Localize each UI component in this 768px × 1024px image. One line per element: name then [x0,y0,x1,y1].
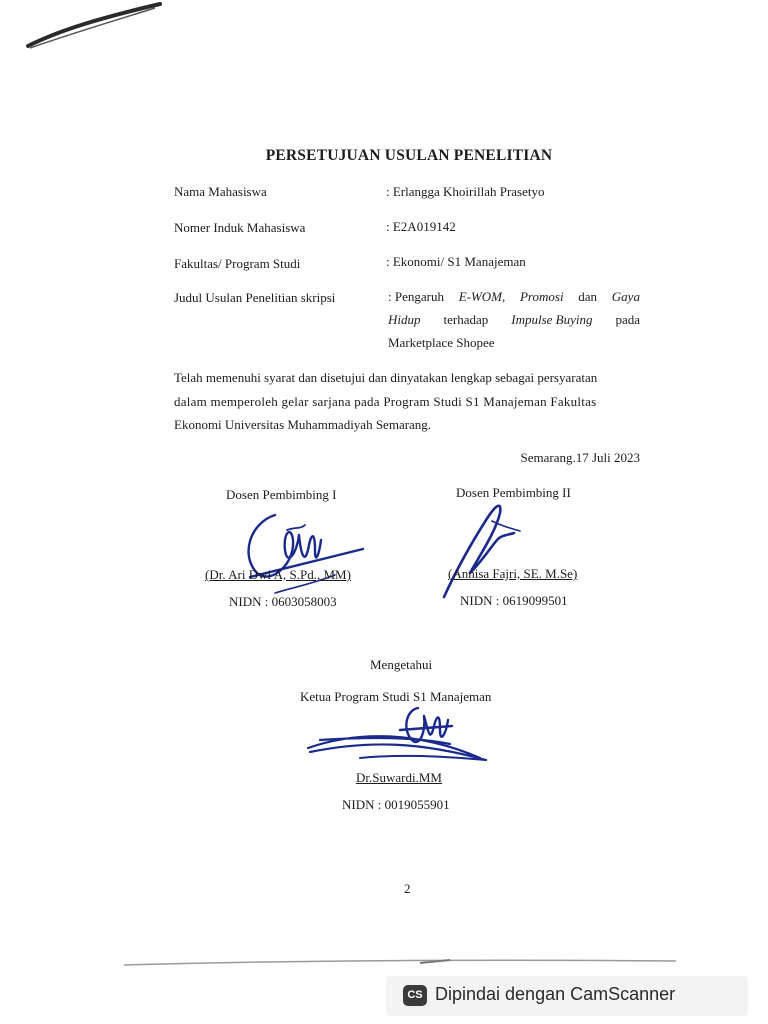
paragraph-line: Telah memenuhi syarat dan disetujui dan dinyatakan lengkap sebagai persyaratan [174,370,598,385]
title-line-3 [388,331,640,354]
title-word: E-WOM, [458,289,506,304]
title-word: Promosi [519,289,564,304]
head-role: Ketua Program Studi S1 Manajeman [300,689,492,704]
document-title: PERSETUJUAN USULAN PENELITIAN [265,147,553,164]
field-value-name: : Erlangga Khoirillah Prasetyo [386,184,545,199]
title-word: pada [615,312,640,327]
advisor2-nidn: NIDN : 0619099501 [460,593,568,608]
advisor2-signature [430,495,540,605]
head-signature [300,700,500,780]
advisor2-name: (Annisa Fajri, SE. M.Se) [448,566,578,581]
advisor1-signature [235,505,375,605]
title-word: Marketplace Shopee [388,335,495,350]
title-word: Hidup [388,312,421,327]
camscanner-logo-icon: CS [403,985,427,1006]
field-value-title [388,285,640,354]
title-line-1 [388,285,640,308]
head-nidn: NIDN : 0019055901 [342,797,450,812]
head-name: Dr.Suwardi.MM [356,770,442,785]
approval-paragraph [174,366,641,437]
title-word: : Pengaruh [388,289,444,304]
title-word: Gaya [611,289,640,304]
place-date: Semarang.17 Juli 2023 [520,450,640,465]
scan-smudge [20,0,170,55]
camscanner-text: Dipindai dengan CamScanner [435,984,676,1004]
title-word: terhadap [443,312,489,327]
title-line-2 [388,308,640,331]
advisor1-role: Dosen Pembimbing I [226,487,337,502]
scan-edge-line [120,955,680,969]
title-word: Impulse Buying [511,312,593,327]
page-number: 2 [404,881,411,896]
paragraph-line: Ekonomi Universitas Muhammadiyah Semarang. [174,417,432,432]
field-label-name: Nama Mahasiswa [174,184,267,199]
paragraph-line: dalam memperoleh gelar sarjana pada Program Studi S1 Manajeman Fakultas [174,393,597,409]
advisor2-role: Dosen Pembimbing II [456,485,571,500]
field-label-nim: Nomer Induk Mahasiswa [174,220,306,235]
field-value-faculty: : Ekonomi/ S1 Manajeman [386,254,526,269]
acknowledged-label: Mengetahui [370,657,433,672]
title-word: dan [578,289,598,304]
advisor1-nidn: NIDN : 0603058003 [229,594,337,609]
field-label-title: Judul Usulan Penelitian skripsi [174,290,336,305]
field-label-faculty: Fakultas/ Program Studi [174,256,301,271]
field-value-nim: : E2A019142 [386,219,456,234]
advisor1-name: (Dr. Ari Dwi A, S.Pd., MM) [205,567,351,582]
